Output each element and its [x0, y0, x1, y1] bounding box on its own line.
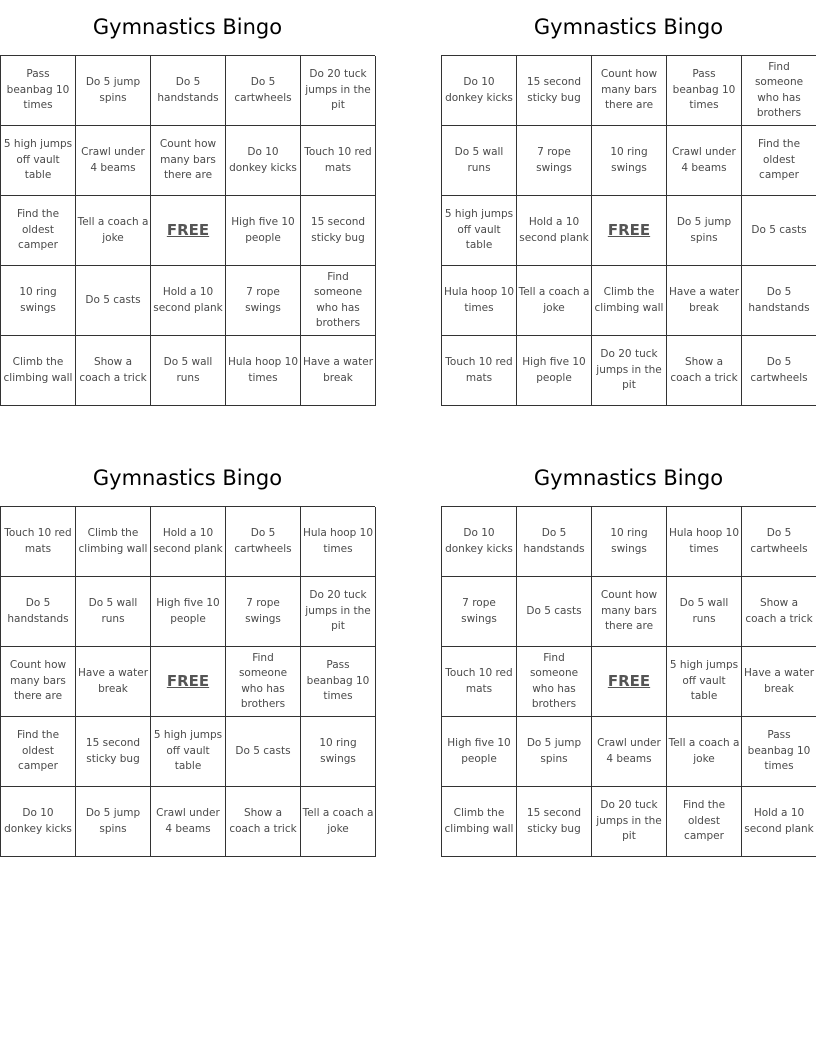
bingo-card-1: [0, 0, 375, 406]
bingo-cell: Do 5 cartwheels: [742, 507, 816, 577]
bingo-grid: [0, 506, 375, 857]
card-title: Gymnastics Bingo: [92, 466, 283, 490]
bingo-cell: 10 ring swings: [1, 266, 76, 336]
bingo-card-4: [441, 451, 816, 857]
bingo-cell: Touch 10 red mats: [442, 336, 517, 406]
bingo-card-2: [441, 0, 816, 406]
bingo-cell: Crawl under 4 beams: [667, 126, 742, 196]
bingo-cell: Do 5 handstands: [517, 507, 592, 577]
bingo-cell: Have a water break: [301, 336, 376, 406]
bingo-cell: Show a coach a trick: [742, 577, 816, 647]
bingo-cell: Do 5 casts: [517, 577, 592, 647]
bingo-cell: 15 second sticky bug: [517, 787, 592, 857]
bingo-cell: Count how many bars there are: [1, 647, 76, 717]
bingo-cell: Do 10 donkey kicks: [442, 507, 517, 577]
bingo-cell: Do 20 tuck jumps in the pit: [592, 787, 667, 857]
bingo-cell: Do 5 cartwheels: [226, 56, 301, 126]
bingo-cell: Find the oldest camper: [1, 196, 76, 266]
bingo-cell: 5 high jumps off vault table: [1, 126, 76, 196]
bingo-cell: Do 5 cartwheels: [226, 507, 301, 577]
bingo-cell: High five 10 people: [226, 196, 301, 266]
bingo-cell: Have a water break: [667, 266, 742, 336]
bingo-cell: Do 5 jump spins: [667, 196, 742, 266]
bingo-cell: 15 second sticky bug: [301, 196, 376, 266]
free-space: FREE: [592, 647, 667, 717]
bingo-grid: [441, 506, 816, 857]
bingo-cell: Climb the climbing wall: [76, 507, 151, 577]
bingo-cell: Do 10 donkey kicks: [226, 126, 301, 196]
card-title: Gymnastics Bingo: [92, 15, 283, 39]
bingo-cell: 5 high jumps off vault table: [442, 196, 517, 266]
bingo-cell: Show a coach a trick: [667, 336, 742, 406]
bingo-cell: Find someone who has brothers: [226, 647, 301, 717]
free-space: FREE: [151, 196, 226, 266]
bingo-cell: 5 high jumps off vault table: [667, 647, 742, 717]
bingo-cell: Pass beanbag 10 times: [667, 56, 742, 126]
bingo-cell: Have a water break: [76, 647, 151, 717]
bingo-cell: Find the oldest camper: [1, 717, 76, 787]
bingo-cell: 7 rope swings: [226, 266, 301, 336]
bingo-cell: Do 10 donkey kicks: [442, 56, 517, 126]
bingo-cell: Do 5 cartwheels: [742, 336, 816, 406]
bingo-cell: Count how many bars there are: [592, 56, 667, 126]
bingo-cell: Touch 10 red mats: [1, 507, 76, 577]
bingo-cell: Tell a coach a joke: [667, 717, 742, 787]
bingo-cell: Have a water break: [742, 647, 816, 717]
bingo-cell: Climb the climbing wall: [1, 336, 76, 406]
bingo-cell: Do 20 tuck jumps in the pit: [301, 56, 376, 126]
bingo-cell: Find the oldest camper: [742, 126, 816, 196]
bingo-cell: Hold a 10 second plank: [151, 507, 226, 577]
bingo-cell: 7 rope swings: [226, 577, 301, 647]
bingo-cell: Do 5 wall runs: [76, 577, 151, 647]
bingo-cell: 15 second sticky bug: [76, 717, 151, 787]
bingo-cell: Pass beanbag 10 times: [1, 56, 76, 126]
bingo-cell: Do 5 handstands: [151, 56, 226, 126]
bingo-card-3: [0, 451, 375, 857]
bingo-cell: Touch 10 red mats: [301, 126, 376, 196]
bingo-cell: Do 5 wall runs: [667, 577, 742, 647]
bingo-cell: 7 rope swings: [442, 577, 517, 647]
card-title: Gymnastics Bingo: [533, 15, 724, 39]
bingo-cell: Hold a 10 second plank: [151, 266, 226, 336]
bingo-cell: Hula hoop 10 times: [667, 507, 742, 577]
bingo-cell: Climb the climbing wall: [592, 266, 667, 336]
bingo-cell: Hula hoop 10 times: [301, 507, 376, 577]
bingo-cell: Find someone who has brothers: [517, 647, 592, 717]
bingo-cell: Tell a coach a joke: [76, 196, 151, 266]
bingo-cell: Do 20 tuck jumps in the pit: [301, 577, 376, 647]
bingo-cell: Pass beanbag 10 times: [742, 717, 816, 787]
bingo-cell: Show a coach a trick: [76, 336, 151, 406]
bingo-cell: 10 ring swings: [592, 507, 667, 577]
bingo-cell: Climb the climbing wall: [442, 787, 517, 857]
bingo-cell: Crawl under 4 beams: [592, 717, 667, 787]
bingo-cell: Hula hoop 10 times: [226, 336, 301, 406]
bingo-cell: Hula hoop 10 times: [442, 266, 517, 336]
bingo-cell: Do 5 casts: [742, 196, 816, 266]
bingo-cell: Do 5 jump spins: [517, 717, 592, 787]
free-space: FREE: [151, 647, 226, 717]
bingo-cell: Do 5 jump spins: [76, 787, 151, 857]
bingo-cell: 7 rope swings: [517, 126, 592, 196]
bingo-cell: Crawl under 4 beams: [151, 787, 226, 857]
bingo-cell: Find someone who has brothers: [742, 56, 816, 126]
bingo-cell: Find the oldest camper: [667, 787, 742, 857]
bingo-cell: High five 10 people: [151, 577, 226, 647]
bingo-cell: 10 ring swings: [592, 126, 667, 196]
bingo-cell: Find someone who has brothers: [301, 266, 376, 336]
bingo-cell: Crawl under 4 beams: [76, 126, 151, 196]
bingo-cell: Do 5 wall runs: [442, 126, 517, 196]
bingo-grid: [0, 55, 375, 406]
bingo-cell: Do 10 donkey kicks: [1, 787, 76, 857]
bingo-cell: Count how many bars there are: [151, 126, 226, 196]
bingo-cell: Hold a 10 second plank: [517, 196, 592, 266]
bingo-cell: 5 high jumps off vault table: [151, 717, 226, 787]
bingo-cell: Do 5 jump spins: [76, 56, 151, 126]
bingo-cell: Do 5 handstands: [742, 266, 816, 336]
bingo-cell: High five 10 people: [442, 717, 517, 787]
bingo-cell: Tell a coach a joke: [301, 787, 376, 857]
bingo-cell: 10 ring swings: [301, 717, 376, 787]
bingo-cell: Do 5 casts: [76, 266, 151, 336]
bingo-cell: Touch 10 red mats: [442, 647, 517, 717]
bingo-grid: [441, 55, 816, 406]
bingo-cell: Pass beanbag 10 times: [301, 647, 376, 717]
bingo-cell: 15 second sticky bug: [517, 56, 592, 126]
card-title: Gymnastics Bingo: [533, 466, 724, 490]
bingo-cell: Show a coach a trick: [226, 787, 301, 857]
bingo-cell: Do 20 tuck jumps in the pit: [592, 336, 667, 406]
bingo-cell: Tell a coach a joke: [517, 266, 592, 336]
bingo-cell: High five 10 people: [517, 336, 592, 406]
bingo-cell: Do 5 casts: [226, 717, 301, 787]
bingo-cell: Do 5 wall runs: [151, 336, 226, 406]
bingo-cell: Hold a 10 second plank: [742, 787, 816, 857]
bingo-cell: Count how many bars there are: [592, 577, 667, 647]
bingo-cell: Do 5 handstands: [1, 577, 76, 647]
free-space: FREE: [592, 196, 667, 266]
